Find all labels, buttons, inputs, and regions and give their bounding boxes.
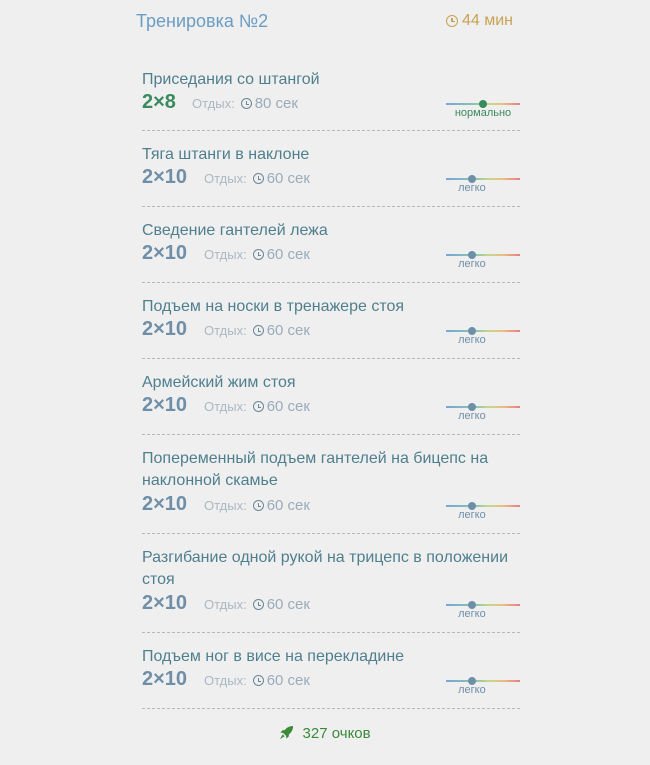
difficulty-slider[interactable] — [446, 254, 520, 278]
clock-icon — [253, 173, 264, 184]
rest-label: Отдых: — [204, 673, 247, 688]
exercise-name: Сведение гантелей лежа — [142, 222, 328, 239]
difficulty-slider[interactable] — [446, 406, 520, 430]
workout-title: Тренировка №2 — [136, 11, 269, 31]
difficulty-label: нормально — [454, 107, 512, 119]
exercise-sets: 2×10 — [142, 493, 188, 515]
exercise-name: Подъем на носки в тренажере стоя — [142, 298, 405, 315]
difficulty-label: легко — [458, 608, 486, 620]
rest-info — [204, 398, 310, 415]
exercise-sets: 2×10 — [142, 166, 188, 188]
difficulty-slider[interactable] — [446, 103, 520, 127]
rest-info — [204, 596, 310, 613]
clock-icon — [253, 325, 264, 336]
difficulty-slider[interactable] — [446, 505, 520, 529]
difficulty-label: легко — [458, 258, 486, 270]
rest-label: Отдых: — [204, 323, 247, 338]
difficulty-slider[interactable] — [446, 178, 520, 202]
exercise-name: Попеременный подъем гантелей на бицепс на наклонной скамье — [142, 450, 489, 489]
rest-label: Отдых: — [204, 597, 247, 612]
rest-value: 60 сек — [266, 322, 310, 339]
rest-value: 60 сек — [266, 497, 310, 514]
exercise-item[interactable] — [142, 131, 520, 207]
difficulty-label: легко — [458, 334, 486, 346]
rest-info — [204, 672, 310, 689]
rest-label: Отдых: — [204, 399, 247, 414]
clock-icon — [446, 15, 458, 27]
rest-value: 60 сек — [266, 170, 310, 187]
difficulty-track — [446, 254, 520, 256]
exercise-sets: 2×10 — [142, 668, 188, 690]
clock-icon — [253, 401, 264, 412]
rest-label: Отдых: — [204, 498, 247, 513]
exercise-item[interactable] — [142, 56, 520, 131]
rest-value: 60 сек — [266, 398, 310, 415]
exercise-sets: 2×10 — [142, 318, 188, 340]
rest-info — [192, 95, 298, 112]
difficulty-slider[interactable] — [446, 680, 520, 704]
clock-icon — [253, 599, 264, 610]
rest-info — [204, 497, 310, 514]
points-footer — [0, 725, 650, 744]
rest-info — [204, 322, 310, 339]
difficulty-track — [446, 604, 520, 606]
exercise-name: Тяга штанги в наклоне — [142, 146, 310, 163]
difficulty-track — [446, 178, 520, 180]
exercise-sets: 2×10 — [142, 394, 188, 416]
workout-duration — [446, 12, 513, 30]
exercise-name: Разгибание одной рукой на трицепс в положении стоя — [142, 549, 508, 588]
exercise-name: Армейский жим стоя — [142, 374, 296, 391]
difficulty-label: легко — [458, 509, 486, 521]
header — [0, 0, 650, 50]
exercise-name: Подъем ног в висе на перекладине — [142, 648, 405, 665]
rest-label: Отдых: — [204, 171, 247, 186]
difficulty-slider[interactable] — [446, 330, 520, 354]
rest-value: 60 сек — [266, 672, 310, 689]
difficulty-track — [446, 330, 520, 332]
exercise-sets: 2×10 — [142, 592, 188, 614]
clock-icon — [253, 500, 264, 511]
exercise-item[interactable] — [142, 435, 520, 534]
difficulty-track — [446, 505, 520, 507]
exercise-item[interactable] — [142, 633, 520, 709]
rest-value: 60 сек — [266, 596, 310, 613]
rest-label: Отдых: — [192, 96, 235, 111]
exercise-name: Приседания со штангой — [142, 71, 320, 88]
duration-value: 44 мин — [462, 12, 514, 29]
clock-icon — [241, 98, 252, 109]
rest-label: Отдых: — [204, 247, 247, 262]
difficulty-label: легко — [458, 182, 486, 194]
exercise-item[interactable] — [142, 359, 520, 435]
exercise-sets: 2×8 — [142, 91, 176, 113]
clock-icon — [253, 675, 264, 686]
exercise-item[interactable] — [142, 283, 520, 359]
exercise-sets: 2×10 — [142, 242, 188, 264]
rest-info — [204, 246, 310, 263]
exercise-item[interactable] — [142, 207, 520, 283]
difficulty-track — [446, 406, 520, 408]
difficulty-label: легко — [458, 410, 486, 422]
exercise-item[interactable] — [142, 534, 520, 633]
clock-icon — [253, 249, 264, 260]
rest-info — [204, 170, 310, 187]
points-value: 327 очков — [302, 725, 371, 742]
difficulty-label: легко — [458, 684, 486, 696]
difficulty-track — [446, 680, 520, 682]
exercise-list — [142, 56, 520, 709]
rest-value: 60 сек — [266, 246, 310, 263]
rocket-icon — [279, 725, 294, 744]
difficulty-slider[interactable] — [446, 604, 520, 628]
rest-value: 80 сек — [254, 95, 298, 112]
